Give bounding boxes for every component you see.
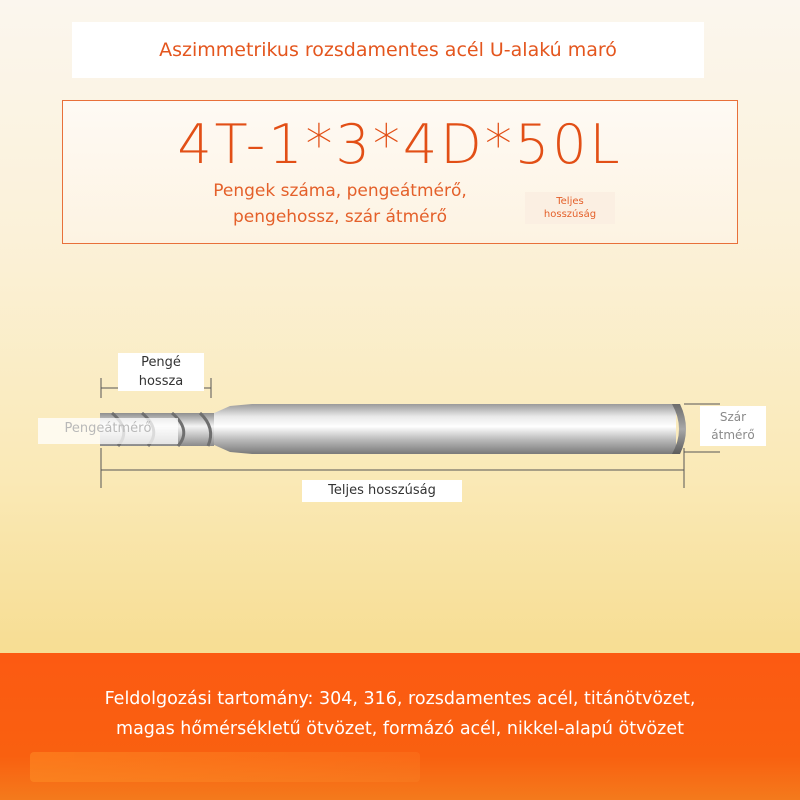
spec-description-line1: Pengek száma, pengeátmérő, xyxy=(213,181,467,201)
processing-range-text xyxy=(20,684,780,744)
shank xyxy=(252,404,676,454)
processing-range-line2: magas hőmérsékletű ötvözet, formázó acél, nikkel-alapú ötvözet xyxy=(116,719,684,739)
spec-total-length-line1: Teljes xyxy=(556,196,584,207)
total-length-label: Teljes hosszúság xyxy=(302,480,462,502)
shank-diameter-line1: Szár xyxy=(719,410,747,424)
blade-length-line1: Pengé xyxy=(141,355,181,370)
shank-diameter-label xyxy=(700,406,766,446)
decorative-glow xyxy=(30,752,420,782)
spec-description xyxy=(150,178,530,230)
shank-diameter-line2: átmérő xyxy=(711,428,755,442)
spec-total-length xyxy=(525,192,615,224)
spec-code: 4T-1*3*4D*50L xyxy=(177,113,623,176)
blade-diameter-label: Pengeátmérő xyxy=(38,418,178,444)
spec-total-length-line2: hosszúság xyxy=(543,209,597,220)
processing-range-line1: Feldolgozási tartomány: 304, 316, rozsdamentes acél, titánötvözet, xyxy=(104,689,696,709)
page-title: Aszimmetrikus rozsdamentes acél U-alakú maró xyxy=(159,39,617,61)
spec-description-line2: pengehossz, szár átmérő xyxy=(233,207,447,227)
blade-length-label xyxy=(118,353,204,391)
neck-taper xyxy=(212,404,252,454)
title-band xyxy=(72,22,704,78)
blade-length-line2: hossza xyxy=(138,374,184,389)
